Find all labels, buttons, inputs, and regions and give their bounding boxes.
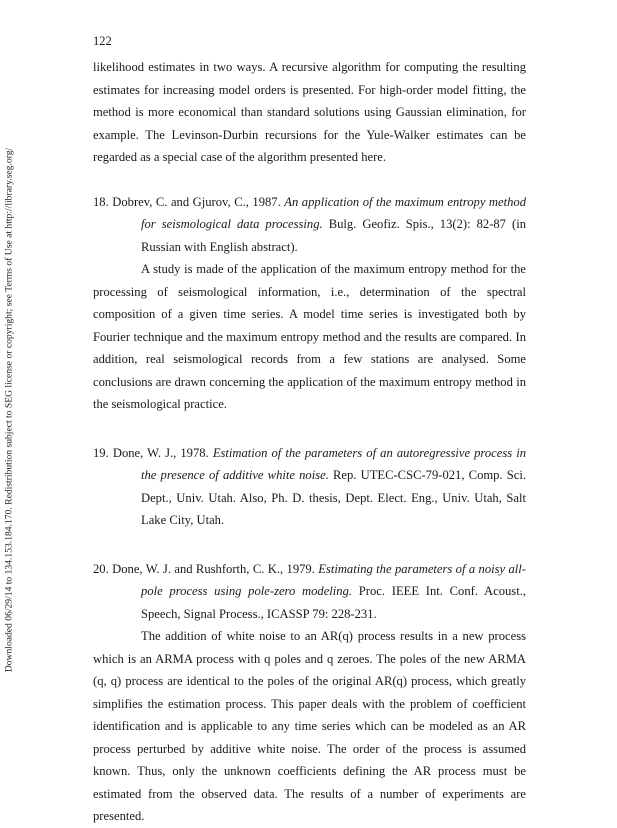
entry-title: Estimating the parameters of a noisy all-pole process using pole-zero modeling. (141, 561, 526, 598)
entry-authors: Dobrev, C. and Gjurov, C., 1987. (112, 194, 281, 209)
page-number: 122 (93, 34, 112, 48)
entry-citation: Bulg. Geofiz. Spis., 13(2): 82-87 (in Russian with English abstract). (141, 217, 526, 254)
entry-citation: Rep. UTEC-CSC-79-021, Comp. Sci. Dept., Univ. Utah. Also, Ph. D. thesis, Dept. Elect. Eng., Univ. Utah, Salt Lake City, Utah. (141, 468, 526, 527)
entry-title: Estimation of the parameters of an autoregressive process in the presence of additive white noise. (141, 445, 527, 482)
reference-entry-18 (93, 191, 526, 259)
intro-paragraph: likelihood estimates in two ways. A recursive algorithm for computing the resulting estimates for increasing model orders is presented. For high-order model fitting, the method is more economical than standard solutions using Gaussian elimination, for example. The Levinson-Durbin recursions for the Yule-Walker estimates can be regarded as a special case of the algorithm presented here. (93, 60, 526, 164)
download-notice: Downloaded 06/29/14 to 134.153.184.170. Redistribution subject to SEG license or copyright; see Terms of Use at http://library.seg.org/ (3, 147, 15, 673)
entry-abstract: The addition of white noise to an AR(q) process results in a new process which is an ARMA process with q poles and q zeroes. The poles of the new ARMA (q, q) process are identical to the poles of the original AR(q) process, which greatly simplifies the estimation process. This paper deals with the problem of coefficient identification and is applicable to any time series which can be modeled as an AR process perturbed by additive white noise. The order of the process is assumed known. Thus, only the unknown coefficients defining the AR process must be estimated from the observed data. The results of a number of experiments are presented. (93, 629, 526, 823)
reference-entry-19 (93, 442, 526, 532)
entry-authors: Done, W. J. and Rushforth, C. K., 1979. (112, 561, 315, 576)
entry-authors: Done, W. J., 1978. (112, 445, 209, 460)
entry-number: 19. (93, 445, 109, 460)
entry-citation: Proc. IEEE Int. Conf. Acoust., Speech, Signal Process., ICASSP 79: 228-231. (141, 584, 526, 621)
entry-number: 18. (93, 194, 109, 209)
reference-entry-20 (93, 558, 526, 626)
download-notice-sidebar (0, 0, 18, 800)
entry-title: An application of the maximum entropy method for seismological data processing. (141, 194, 526, 231)
entry-abstract: A study is made of the application of the maximum entropy method for the processing of seismological information, i.e., determination of the spectral composition of a given time series. A model time series is investigated both by Fourier technique and the maximum entropy method and the results are compared. In addition, real seismological records from a few stations are analysed. Some conclusions are drawn concerning the application of the maximum entropy method in the seismological practice. (93, 262, 526, 411)
page-body (93, 56, 526, 828)
entry-number: 20. (93, 561, 109, 576)
